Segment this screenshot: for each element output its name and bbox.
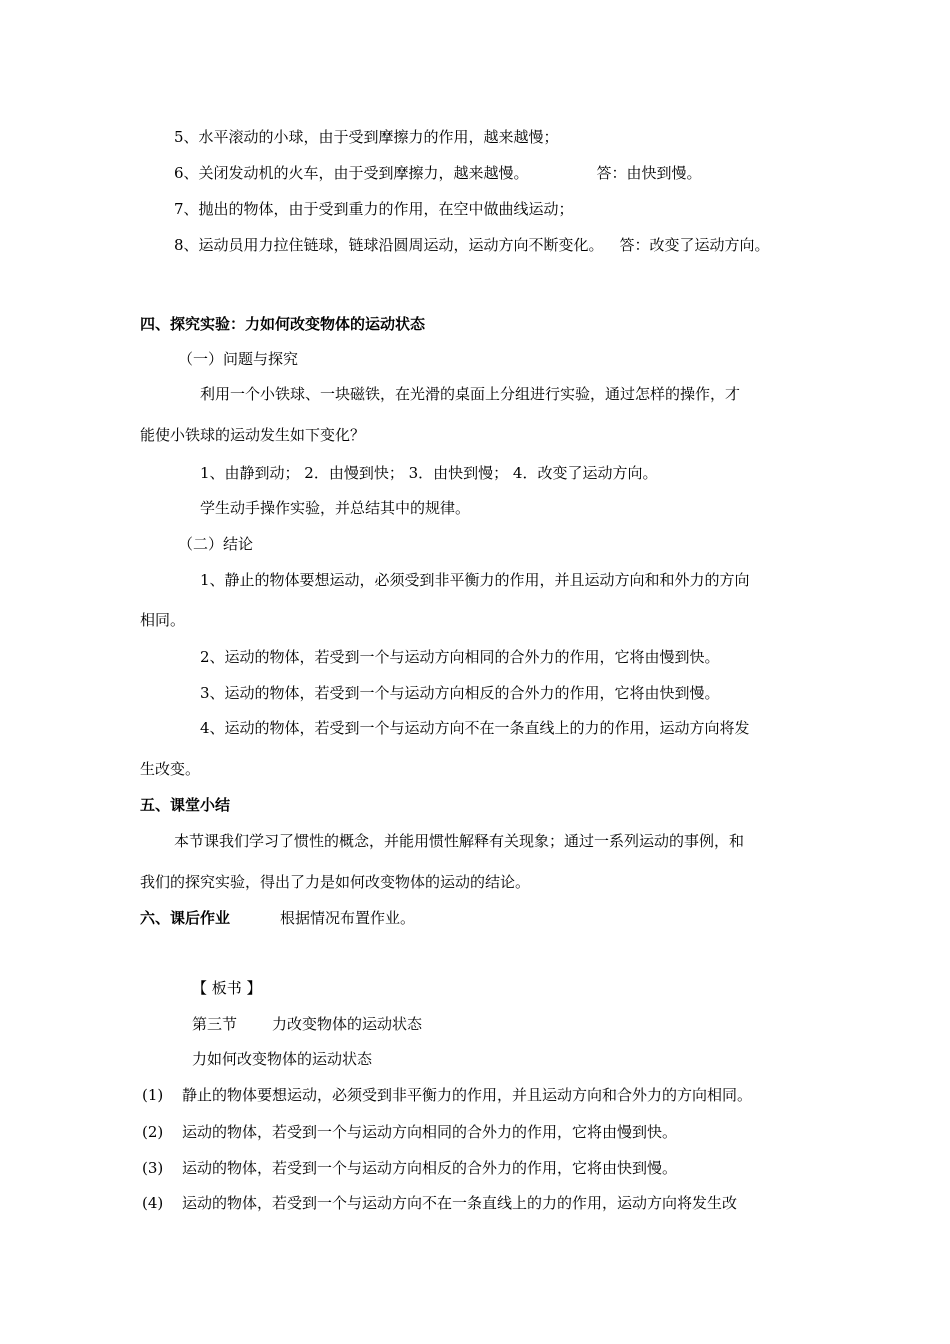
section4-para1-line2: 能使小铁球的运动发生如下变化？ (140, 426, 366, 444)
conclusion-1-line1: 1、静止的物体要想运动，必须受到非平衡力的作用，并且运动方向和和外力的方向 (200, 571, 750, 589)
section5-line1: 本节课我们学习了惯性的概念，并能用惯性解释有关现象；通过一系列运动的事例，和 (174, 832, 745, 850)
board-item-number: (1) (142, 1086, 164, 1104)
board-title: 【 板书 】 (192, 979, 262, 997)
list-item-8-answer: 答：改变了运动方向。 (619, 236, 770, 254)
board-item (142, 1085, 752, 1105)
board-item (142, 1193, 737, 1213)
board-section-row (192, 1014, 422, 1034)
board-item-number: (2) (142, 1123, 164, 1141)
board-item-text: 运动的物体，若受到一个与运动方向相反的合外力的作用，它将由快到慢。 (182, 1159, 678, 1177)
board-item-text: 运动的物体，若受到一个与运动方向相同的合外力的作用，它将由慢到快。 (182, 1123, 678, 1141)
section4-sub1: （一）问题与探究 (178, 350, 299, 368)
list-item-8 (174, 235, 770, 255)
section6-heading: 六、课后作业 (140, 909, 231, 927)
section5-line2: 我们的探究实验，得出了力是如何改变物体的运动的结论。 (140, 873, 531, 891)
conclusion-2: 2、运动的物体，若受到一个与运动方向相同的合外力的作用，它将由慢到快。 (200, 648, 720, 666)
section5-heading: 五、课堂小结 (140, 796, 231, 814)
list-item-6-text: 6、关闭发动机的火车，由于受到摩擦力，越来越慢。 (174, 164, 529, 182)
conclusion-3: 3、运动的物体，若受到一个与运动方向相反的合外力的作用，它将由快到慢。 (200, 684, 720, 702)
list-item-6 (174, 163, 702, 183)
board-item-number: (4) (142, 1194, 164, 1212)
conclusion-1-line2: 相同。 (140, 611, 186, 629)
list-item-8-text: 8、运动员用力拉住链球，链球沿圆周运动，运动方向不断变化。 (174, 236, 604, 254)
board-section-title: 力改变物体的运动状态 (272, 1015, 423, 1033)
board-item-text: 静止的物体要想运动，必须受到非平衡力的作用，并且运动方向和合外力的方向相同。 (182, 1086, 753, 1104)
section4-heading: 四、探究实验：力如何改变物体的运动状态 (140, 315, 426, 333)
list-item-6-answer: 答：由快到慢。 (596, 164, 702, 182)
board-item-number: (3) (142, 1159, 164, 1177)
board-subtitle: 力如何改变物体的运动状态 (192, 1050, 373, 1068)
section4-changes: 1、由静到动； 2．由慢到快； 3．由快到慢； 4．改变了运动方向。 (200, 464, 658, 482)
section4-para1-line1: 利用一个小铁球、一块磁铁，在光滑的桌面上分组进行实验，通过怎样的操作，才 (200, 385, 741, 403)
conclusion-4-line2: 生改变。 (140, 760, 201, 778)
list-item-7: 7、抛出的物体，由于受到重力的作用，在空中做曲线运动； (174, 200, 574, 218)
board-item-text: 运动的物体，若受到一个与运动方向不在一条直线上的力的作用，运动方向将发生改 (182, 1194, 738, 1212)
list-item-5: 5、水平滚动的小球，由于受到摩擦力的作用，越来越慢； (174, 128, 559, 146)
section6-text: 根据情况布置作业。 (280, 909, 416, 927)
section4-student: 学生动手操作实验，并总结其中的规律。 (200, 499, 471, 517)
section6-row (140, 908, 415, 928)
board-section: 第三节 (192, 1015, 238, 1033)
board-item (142, 1158, 677, 1178)
conclusion-4-line1: 4、运动的物体，若受到一个与运动方向不在一条直线上的力的作用，运动方向将发 (200, 719, 750, 737)
board-item (142, 1122, 677, 1142)
section4-sub2: （二）结论 (178, 535, 254, 553)
